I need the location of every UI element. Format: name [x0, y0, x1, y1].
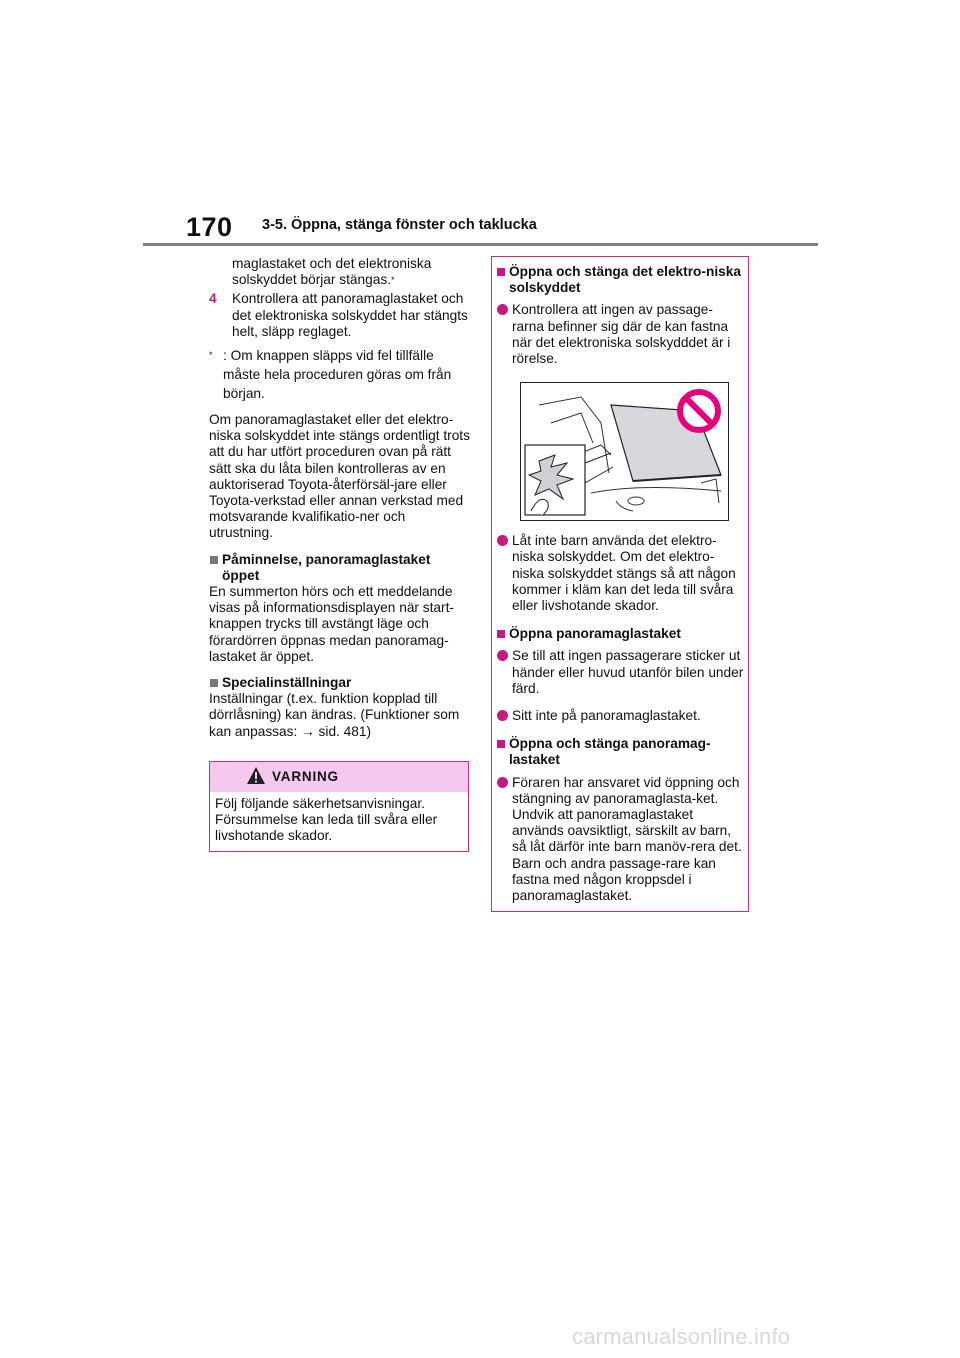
- chapter-title: 3-5. Öppna, stänga fönster och taklucka: [262, 217, 537, 233]
- round-bullet-icon: [497, 535, 508, 546]
- round-bullet-icon: [497, 777, 508, 788]
- bullet-item: [496, 533, 744, 614]
- heading-text: Påminnelse, panoramaglastaket öppet: [222, 551, 431, 583]
- heading-open-roof: [496, 626, 744, 642]
- page-number: 170: [186, 212, 233, 242]
- warning-header: [210, 762, 468, 792]
- bullet-text: Sitt inte på panoramaglastaket.: [512, 708, 701, 724]
- square-bullet-icon: [497, 268, 505, 276]
- square-bullet-icon: [497, 630, 505, 638]
- bullet-text: [512, 775, 744, 905]
- footnote-text: : Om knappen släpps vid fel tillfälle måste hela proceduren göras om från början.: [223, 348, 452, 402]
- bullet-text: Låt inte barn använda det elektro-niska solskyddet. Om det elektro-niska solskyddet stängs så att någon kommer i kläm kan det leda till svåra eller livshotande skador.: [512, 533, 736, 614]
- warning-triangle-icon: [246, 766, 266, 786]
- heading-reminder: [209, 552, 471, 584]
- continued-line-1: maglastaket och det elektroniska: [232, 256, 432, 271]
- info-content: [492, 257, 750, 904]
- warning-title: VARNING: [272, 769, 339, 784]
- heading-open-close-roof: [496, 736, 744, 768]
- paragraph-settings: Inställningar (t.ex. funktion kopplad till dörrlåsning) kan ändras. (Funktioner som kan anpassas: → sid. 481): [209, 691, 460, 739]
- bullet-text-part-2: Undvik att panoramaglastaket används oavsiktligt, särskilt av barn, så låt därför inte barn manöv-rera det. Barn och andra passage-rare kan fastna med någon kroppsdel i panoramaglastaket.: [512, 807, 742, 904]
- footnote: [209, 346, 471, 403]
- bullet-item: [496, 302, 744, 367]
- warning-box: [209, 761, 469, 852]
- left-column: [209, 256, 471, 740]
- step-number: 4: [209, 291, 217, 307]
- continued-text: [209, 256, 471, 288]
- bullet-text: Se till att ingen passagerare sticker ut händer eller huvud utanför bilen under färd.: [512, 648, 744, 696]
- heading-text: Öppna panoramaglastaket: [509, 626, 681, 642]
- step-text: Kontrollera att panoramaglastaket och det elektroniska solskyddet har stängts helt, släpp reglaget.: [232, 291, 468, 339]
- heading-sunshade: [496, 264, 744, 296]
- bullet-item: [496, 648, 744, 697]
- info-box: [491, 256, 749, 912]
- paragraph-service: Om panoramaglastaket eller det elektro-niska solskyddet inte stängs ordentligt trots att du har utfört proceduren ovan på rätt sätt ska du låta bilen kontrolleras av en auktoriserad Toyota-återförsäl-jare eller Toyota-verkstad eller annan verkstad med motsvarande kvalifikatio-ner och utrustning.: [209, 412, 470, 541]
- warning-text: Följ följande säkerhetsanvisningar. Försummelse kan leda till svåra eller livshotande skador.: [215, 796, 438, 844]
- bullet-text: Kontrollera att ingen av passage-rarna befinner sig där de kan fastna när det elektroniska solskydddet är i rörelse.: [512, 302, 731, 367]
- heading-settings: [209, 675, 471, 691]
- round-bullet-icon: [497, 710, 508, 721]
- round-bullet-icon: [497, 304, 508, 315]
- square-bullet-icon: [210, 556, 218, 564]
- heading-text: Specialinställningar: [222, 675, 352, 691]
- square-bullet-icon: [497, 740, 505, 748]
- heading-text: Öppna och stänga det elektro-niska solskyddet: [509, 264, 741, 296]
- square-bullet-icon: [210, 679, 218, 687]
- footnote-ref: *: [391, 275, 395, 286]
- bullet-item: [496, 775, 744, 905]
- paragraph-reminder: En summerton hörs och ett meddelande visas på informationsdisplayen när start-knappen trycks till avstängt läge och förardörren öppnas medan panoramag-lastaket är öppet.: [209, 584, 454, 664]
- bullet-item: [496, 708, 744, 724]
- car-interior-illustration: [521, 383, 728, 520]
- continued-line-2: solskyddet börjar stängas.: [232, 272, 392, 288]
- step-4: [209, 291, 471, 340]
- sunshade-illustration: [520, 382, 729, 521]
- footnote-mark: *: [209, 350, 213, 361]
- bullet-text-part-1: Föraren har ansvaret vid öppning och stängning av panoramaglasta-ket.: [512, 774, 740, 806]
- header-rule: [143, 243, 818, 246]
- watermark: carmanualsonline.info: [572, 1324, 791, 1349]
- heading-text: Öppna och stänga panoramag-lastaket: [509, 736, 711, 768]
- round-bullet-icon: [497, 650, 508, 661]
